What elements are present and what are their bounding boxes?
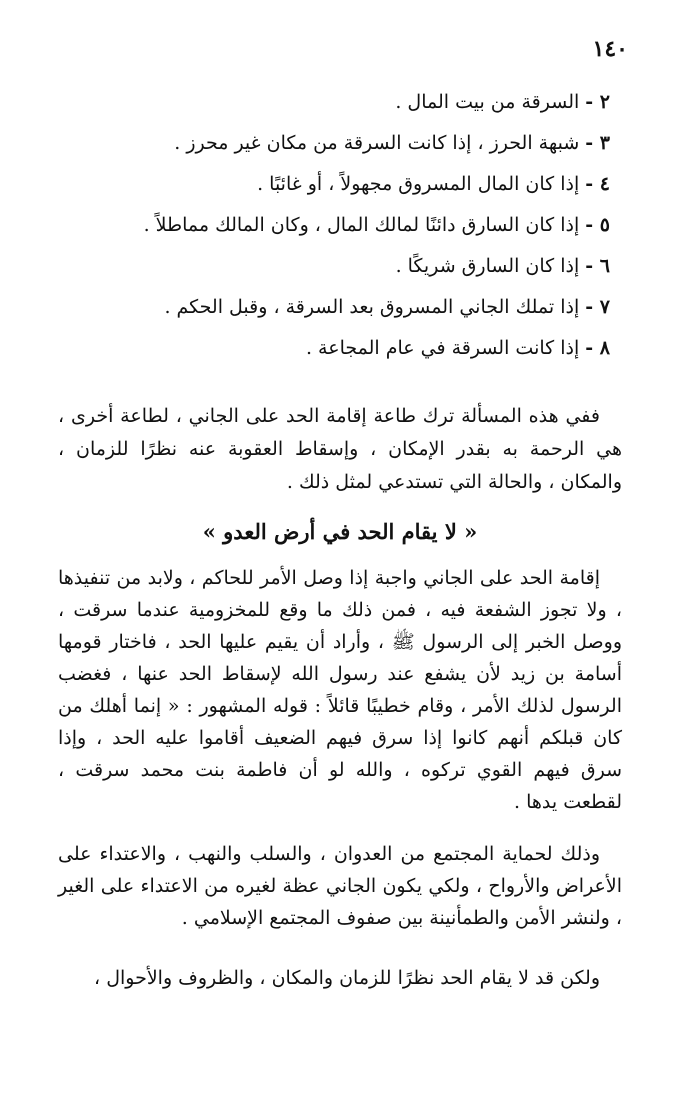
list-item-number: ٢ -	[585, 91, 610, 113]
list-item-text: شبهة الحرز ، إذا كانت السرقة من مكان غير محرز .	[174, 132, 580, 154]
list-item	[50, 164, 610, 205]
list-item-text: إذا تملك الجاني المسروق بعد السرقة ، وقبل الحكم .	[164, 296, 580, 318]
paragraph-text: ولكن قد لا يقام الحد نظرًا للزمان والمكان ، والظروف والأحوال ،	[94, 967, 600, 989]
list-item	[50, 123, 610, 164]
list-item-number: ٨ -	[585, 337, 610, 359]
list-item-number: ٥ -	[585, 214, 610, 236]
paragraph-text: إقامة الحد على الجاني واجبة إذا وصل الأمر للحاكم ، ولابد من تنفيذها ، ولا تجوز الشفعة فيه ، فمن ذلك ما وقع للمخزومية عندما سرقت ، ووصل الخبر إلى الرسول ﷺ ، وأراد أن يقيم عليها الحد ، فاختار قومها أسامة بن زيد لأن يشفع عند رسول الله لإسقاط الحد عنها ، فغضب الرسول لذلك الأمر ، وقام خطيبًا قائلاً : قوله المشهور : « إنما أهلك من كان قبلكم أنهم كانوا إذا سرق فيهم الضعيف أقاموا عليه الحد ، وإذا سرق فيهم القوي تركوه ، والله لو أن فاطمة بنت محمد سرقت ، لقطعت يدها .	[58, 567, 622, 813]
list-item	[50, 328, 610, 369]
list-item	[50, 287, 610, 328]
page-number: ١٤٠	[592, 36, 628, 62]
paragraph-mercy	[58, 400, 622, 499]
list-item-text: إذا كان المال المسروق مجهولاً ، أو غائبًا .	[257, 173, 580, 195]
paragraph-protection	[58, 838, 622, 934]
list-item-text: إذا كان السارق شريكًا .	[395, 255, 580, 277]
paragraph-hadd-obligation	[58, 562, 622, 818]
list-item-text: إذا كان السارق دائنًا لمالك المال ، وكان المالك مماطلاً .	[143, 214, 580, 236]
section-heading: « لا يقام الحد في أرض العدو »	[202, 519, 478, 544]
conditions-list	[50, 82, 610, 369]
list-item-number: ٦ -	[585, 255, 610, 277]
list-item	[50, 246, 610, 287]
paragraph-text: ففي هذه المسألة ترك طاعة إقامة الحد على الجاني ، لطاعة أخرى ، هي الرحمة به بقدر الإمكان ، وإسقاط العقوبة عنه نظرًا للزمان ، والمكان ، والحالة التي تستدعي لمثل ذلك .	[58, 405, 622, 493]
list-item	[50, 82, 610, 123]
list-item-text: السرقة من بيت المال .	[395, 91, 580, 113]
list-item-number: ٤ -	[585, 173, 610, 195]
list-item-text: إذا كانت السرقة في عام المجاعة .	[305, 337, 580, 359]
list-item	[50, 205, 610, 246]
list-item-number: ٧ -	[585, 296, 610, 318]
paragraph-exception	[58, 962, 622, 995]
paragraph-text: وذلك لحماية المجتمع من العدوان ، والسلب والنهب ، والاعتداء على الأعراض والأرواح ، ولكي يكون الجاني عظة لغيره من الاعتداء على الغير ، ولنشر الأمن والطمأنينة بين صفوف المجتمع الإسلامي .	[58, 843, 622, 929]
list-item-number: ٣ -	[585, 132, 610, 154]
